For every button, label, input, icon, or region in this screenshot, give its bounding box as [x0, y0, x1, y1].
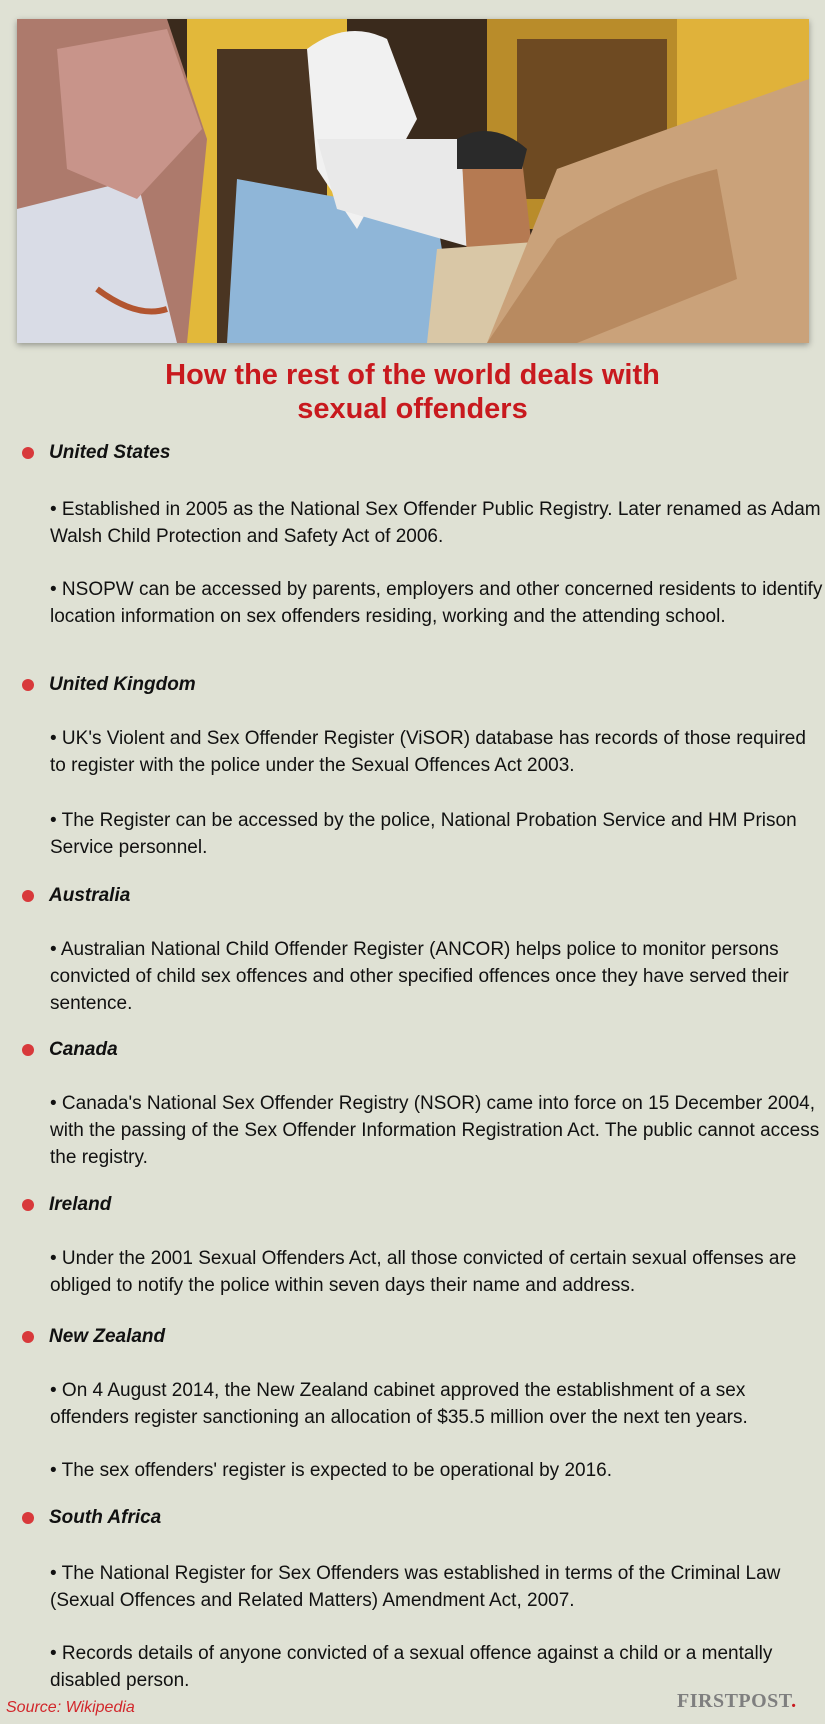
- bullet-dot-icon: [22, 447, 34, 459]
- country-name: United Kingdom: [49, 674, 196, 695]
- bullet-dot-icon: [22, 1331, 34, 1343]
- section-heading-australia: [22, 884, 130, 908]
- paragraph: • The sex offenders' register is expected to be operational by 2016.: [50, 1460, 612, 1481]
- bullet-dot-icon: [22, 1044, 34, 1056]
- paragraph: • Established in 2005 as the National Sex Offender Public Registry. Later renamed as Adam Walsh Child Protection and Safety Act of 2006.: [50, 499, 821, 547]
- section-heading-ireland: [22, 1193, 111, 1217]
- paragraph: • Under the 2001 Sexual Offenders Act, all those convicted of certain sexual offenses are obliged to notify the police within seven days their name and address.: [50, 1248, 797, 1296]
- paragraph: • UK's Violent and Sex Offender Register (ViSOR) database has records of those required to register with the police under the Sexual Offences Act 2003.: [50, 728, 806, 776]
- bullet-dot-icon: [22, 1512, 34, 1524]
- country-name: Ireland: [49, 1194, 112, 1215]
- country-name: Australia: [49, 885, 131, 906]
- country-name: Canada: [49, 1039, 118, 1060]
- country-name: United States: [49, 442, 171, 463]
- paragraph: • On 4 August 2014, the New Zealand cabinet approved the establishment of a sex offenders register sanctioning an allocation of $35.5 million over the next ten years.: [50, 1380, 748, 1428]
- section-heading-new-zealand: [22, 1325, 165, 1349]
- paragraph: • NSOPW can be accessed by parents, employers and other concerned residents to identify location information on sex offenders residing, working and the attending school.: [50, 579, 823, 627]
- header-photo: [17, 19, 809, 343]
- masked-suspect-illustration: [17, 19, 809, 343]
- bullet-dot-icon: [22, 890, 34, 902]
- section-heading-united-states: [22, 441, 170, 465]
- paragraph: • The National Register for Sex Offenders was established in terms of the Criminal Law (Sexual Offences and Related Matters) Amendment Act, 2007.: [50, 1563, 781, 1611]
- country-name: South Africa: [49, 1507, 162, 1528]
- section-heading-canada: [22, 1038, 118, 1062]
- bullet-dot-icon: [22, 1199, 34, 1211]
- paragraph: • Canada's National Sex Offender Registry (NSOR) came into force on 15 December 2004, with the passing of the Sex Offender Information Registration Act. The public cannot access the registry.: [50, 1093, 820, 1168]
- section-heading-united-kingdom: [22, 673, 196, 697]
- paragraph: • Australian National Child Offender Register (ANCOR) helps police to monitor persons convicted of child sex offences and other specified offences once they have served their sentence.: [50, 939, 789, 1014]
- section-heading-south-africa: [22, 1506, 161, 1530]
- paragraph: • The Register can be accessed by the police, National Probation Service and HM Prison Service personnel.: [50, 810, 797, 858]
- firstpost-logo: FIRSTPOST.: [677, 1690, 797, 1712]
- paragraph: • Records details of anyone convicted of a sexual offence against a child or a mentally disabled person.: [50, 1643, 773, 1691]
- bullet-dot-icon: [22, 679, 34, 691]
- country-name: New Zealand: [49, 1326, 166, 1347]
- page-title: How the rest of the world deals with sexual offenders: [165, 359, 660, 425]
- source-credit: Source: Wikipedia: [6, 1699, 135, 1716]
